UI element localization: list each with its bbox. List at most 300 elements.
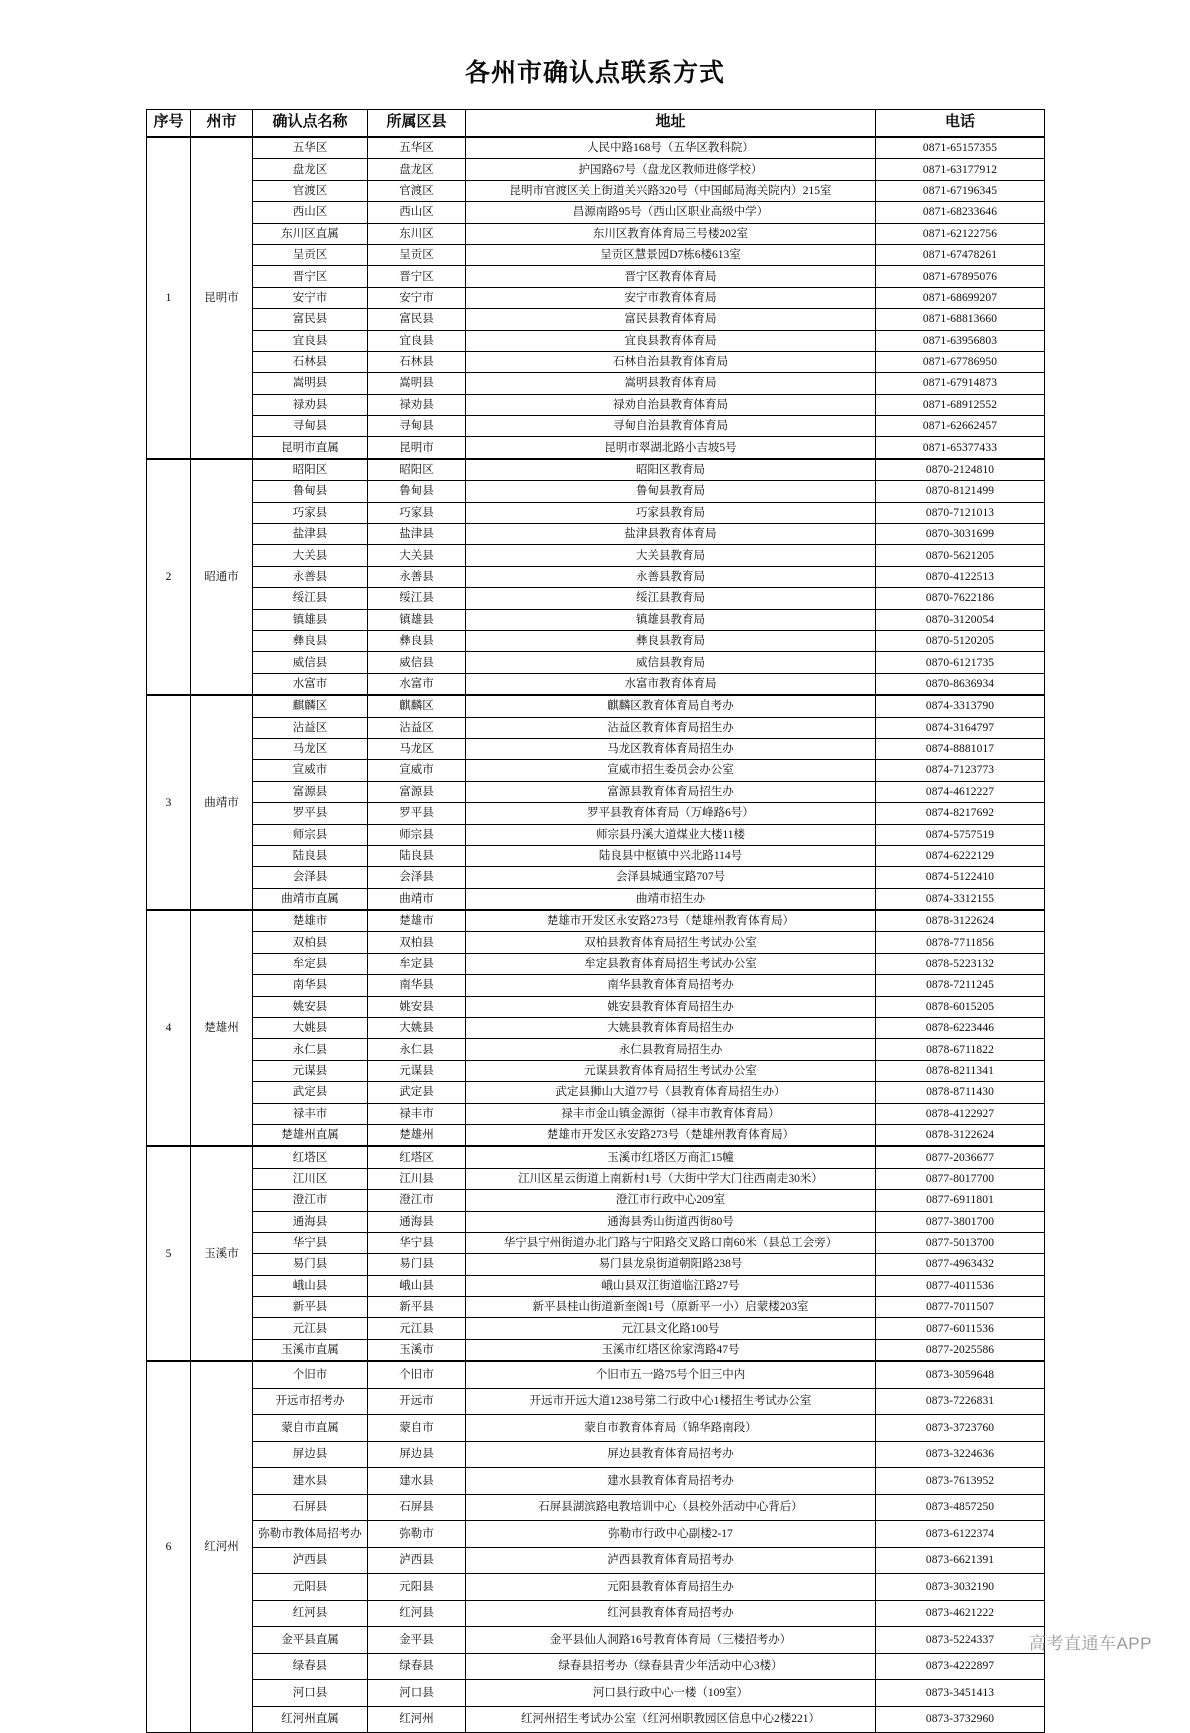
- column-header-index: 序号: [147, 110, 191, 138]
- phone-cell: 0878-8711430: [876, 1082, 1045, 1103]
- address-cell: 金平县仙人洞路16号教育体育局（三楼招考办）: [466, 1627, 876, 1654]
- confirmation-point-cell: 嵩明县: [253, 373, 368, 394]
- phone-cell: 0877-2025586: [876, 1339, 1045, 1361]
- district-cell: 新平县: [368, 1297, 466, 1318]
- confirmation-point-cell: 建水县: [253, 1468, 368, 1495]
- district-cell: 彝良县: [368, 630, 466, 651]
- district-cell: 盐津县: [368, 524, 466, 545]
- address-cell: 鲁甸县教育局: [466, 481, 876, 502]
- confirmation-point-cell: 禄劝县: [253, 394, 368, 415]
- phone-cell: 0873-7613952: [876, 1468, 1045, 1495]
- district-cell: 石林县: [368, 351, 466, 372]
- district-cell: 澄江市: [368, 1190, 466, 1211]
- confirmation-point-cell: 蒙自市直属: [253, 1415, 368, 1442]
- table-row: [147, 1146, 1045, 1168]
- address-cell: 宜良县教育体育局: [466, 330, 876, 351]
- table-row: [147, 545, 1045, 566]
- confirmation-point-cell: 东川区直属: [253, 223, 368, 244]
- district-cell: 南华县: [368, 975, 466, 996]
- confirmation-point-cell: 陆良县: [253, 845, 368, 866]
- district-cell: 楚雄州: [368, 1124, 466, 1146]
- district-cell: 西山区: [368, 202, 466, 223]
- phone-cell: 0878-7711856: [876, 932, 1045, 953]
- district-cell: 玉溪市: [368, 1339, 466, 1361]
- table-row: [147, 416, 1045, 437]
- district-cell: 安宁市: [368, 287, 466, 308]
- confirmation-point-cell: 禄丰市: [253, 1103, 368, 1124]
- district-cell: 华宁县: [368, 1232, 466, 1253]
- confirmation-point-cell: 永仁县: [253, 1039, 368, 1060]
- phone-cell: 0877-7011507: [876, 1297, 1045, 1318]
- address-cell: 宣威市招生委员会办公室: [466, 760, 876, 781]
- confirmation-point-cell: 石屏县: [253, 1494, 368, 1521]
- address-cell: 昭阳区教育局: [466, 459, 876, 481]
- address-cell: 威信县教育局: [466, 652, 876, 673]
- phone-cell: 0878-3122624: [876, 1124, 1045, 1146]
- confirmation-point-cell: 楚雄市: [253, 910, 368, 932]
- phone-cell: 0877-5013700: [876, 1232, 1045, 1253]
- district-cell: 屏边县: [368, 1441, 466, 1468]
- address-cell: 师宗县丹溪大道煤业大楼11楼: [466, 824, 876, 845]
- confirmation-point-cell: 宜良县: [253, 330, 368, 351]
- address-cell: 通海县秀山街道西街80号: [466, 1211, 876, 1232]
- table-row: [147, 330, 1045, 351]
- table-row: [147, 760, 1045, 781]
- address-cell: 楚雄市开发区永安路273号（楚雄州教育体育局）: [466, 910, 876, 932]
- phone-cell: 0874-7123773: [876, 760, 1045, 781]
- phone-cell: 0873-3032190: [876, 1574, 1045, 1601]
- confirmation-point-cell: 牟定县: [253, 953, 368, 974]
- table-body: [147, 137, 1045, 1733]
- confirmation-point-cell: 元谋县: [253, 1060, 368, 1081]
- district-cell: 晋宁区: [368, 266, 466, 287]
- address-cell: 蒙自市教育体育局（锦华路南段）: [466, 1415, 876, 1442]
- district-cell: 姚安县: [368, 996, 466, 1017]
- address-cell: 个旧市五一路75号个旧三中内: [466, 1361, 876, 1388]
- table-row: [147, 1415, 1045, 1442]
- address-cell: 陆良县中枢镇中兴北路114号: [466, 845, 876, 866]
- table-row: [147, 1082, 1045, 1103]
- confirmation-point-cell: 沾益区: [253, 717, 368, 738]
- confirmation-point-cell: 威信县: [253, 652, 368, 673]
- column-header-district: 所属区县: [368, 110, 466, 138]
- address-cell: 盐津县教育体育局: [466, 524, 876, 545]
- district-cell: 昭阳区: [368, 459, 466, 481]
- phone-cell: 0871-67786950: [876, 351, 1045, 372]
- table-row: [147, 437, 1045, 459]
- table-row: [147, 1468, 1045, 1495]
- phone-cell: 0874-8881017: [876, 738, 1045, 759]
- district-cell: 马龙区: [368, 738, 466, 759]
- confirmation-point-cell: 姚安县: [253, 996, 368, 1017]
- prefecture-city-cell: 红河州: [191, 1361, 253, 1733]
- phone-cell: 0878-5223132: [876, 953, 1045, 974]
- phone-cell: 0873-7226831: [876, 1388, 1045, 1415]
- phone-cell: 0873-6621391: [876, 1547, 1045, 1574]
- phone-cell: 0871-65157355: [876, 137, 1045, 159]
- phone-cell: 0870-7121013: [876, 502, 1045, 523]
- district-cell: 红河县: [368, 1600, 466, 1627]
- table-row: [147, 1653, 1045, 1680]
- table-row: [147, 244, 1045, 265]
- confirmation-point-cell: 富源县: [253, 781, 368, 802]
- phone-cell: 0871-62662457: [876, 416, 1045, 437]
- phone-cell: 0874-6222129: [876, 845, 1045, 866]
- district-cell: 河口县: [368, 1680, 466, 1707]
- district-cell: 嵩明县: [368, 373, 466, 394]
- confirmation-point-cell: 富民县: [253, 309, 368, 330]
- table-row: [147, 695, 1045, 717]
- confirmation-point-cell: 巧家县: [253, 502, 368, 523]
- table-header: [147, 110, 1045, 138]
- confirmation-point-cell: 红河县: [253, 1600, 368, 1627]
- phone-cell: 0873-3723760: [876, 1415, 1045, 1442]
- table-row: [147, 1627, 1045, 1654]
- address-cell: 会泽县城通宝路707号: [466, 867, 876, 888]
- phone-cell: 0873-4621222: [876, 1600, 1045, 1627]
- table-row: [147, 630, 1045, 651]
- district-cell: 建水县: [368, 1468, 466, 1495]
- district-cell: 威信县: [368, 652, 466, 673]
- phone-cell: 0878-4122927: [876, 1103, 1045, 1124]
- row-index-cell: 1: [147, 137, 191, 459]
- page-title: 各州市确认点联系方式: [464, 60, 725, 87]
- table-row: [147, 1018, 1045, 1039]
- confirmation-point-cell: 河口县: [253, 1680, 368, 1707]
- row-index-cell: 4: [147, 910, 191, 1146]
- table-row: [147, 1124, 1045, 1146]
- district-cell: 武定县: [368, 1082, 466, 1103]
- address-cell: 元谋县教育体育局招生考试办公室: [466, 1060, 876, 1081]
- address-cell: 屏边县教育体育局招考办: [466, 1441, 876, 1468]
- phone-cell: 0870-5120205: [876, 630, 1045, 651]
- table-row: [147, 888, 1045, 910]
- address-cell: 弥勒市行政中心副楼2-17: [466, 1521, 876, 1548]
- table-row: [147, 1232, 1045, 1253]
- district-cell: 呈贡区: [368, 244, 466, 265]
- phone-cell: 0873-3059648: [876, 1361, 1045, 1388]
- address-cell: 红河州招生考试办公室（红河州职教园区信息中心2楼221）: [466, 1706, 876, 1733]
- table-row: [147, 1318, 1045, 1339]
- district-cell: 红塔区: [368, 1146, 466, 1168]
- address-cell: 新平县桂山街道新奎阁1号（原新平一小）启蒙楼203室: [466, 1297, 876, 1318]
- address-cell: 南华县教育体育局招考办: [466, 975, 876, 996]
- contact-table: [146, 109, 1045, 1733]
- confirmation-point-cell: 元江县: [253, 1318, 368, 1339]
- phone-cell: 0877-8017700: [876, 1168, 1045, 1189]
- confirmation-point-cell: 官渡区: [253, 180, 368, 201]
- prefecture-city-cell: 玉溪市: [191, 1146, 253, 1361]
- confirmation-point-cell: 曲靖市直属: [253, 888, 368, 910]
- district-cell: 宜良县: [368, 330, 466, 351]
- table-row: [147, 1168, 1045, 1189]
- address-cell: 永善县教育局: [466, 566, 876, 587]
- confirmation-point-cell: 寻甸县: [253, 416, 368, 437]
- phone-cell: 0871-68813660: [876, 309, 1045, 330]
- address-cell: 马龙区教育体育局招生办: [466, 738, 876, 759]
- address-cell: 麒麟区教育体育局自考办: [466, 695, 876, 717]
- table-row: [147, 996, 1045, 1017]
- confirmation-point-cell: 鲁甸县: [253, 481, 368, 502]
- district-cell: 鲁甸县: [368, 481, 466, 502]
- table-row: [147, 1361, 1045, 1388]
- confirmation-point-cell: 个旧市: [253, 1361, 368, 1388]
- phone-cell: 0870-2124810: [876, 459, 1045, 481]
- phone-cell: 0871-62122756: [876, 223, 1045, 244]
- confirmation-point-cell: 麒麟区: [253, 695, 368, 717]
- confirmation-point-cell: 绿春县: [253, 1653, 368, 1680]
- confirmation-point-cell: 晋宁区: [253, 266, 368, 287]
- table-row: [147, 652, 1045, 673]
- table-row: [147, 1339, 1045, 1361]
- address-cell: 昆明市翠湖北路小吉坡5号: [466, 437, 876, 459]
- district-cell: 通海县: [368, 1211, 466, 1232]
- phone-cell: 0873-6122374: [876, 1521, 1045, 1548]
- district-cell: 五华区: [368, 137, 466, 159]
- confirmation-point-cell: 石林县: [253, 351, 368, 372]
- table-row: [147, 1039, 1045, 1060]
- phone-cell: 0873-4857250: [876, 1494, 1045, 1521]
- table-row: [147, 481, 1045, 502]
- table-row: [147, 824, 1045, 845]
- phone-cell: 0877-6911801: [876, 1190, 1045, 1211]
- table-row: [147, 1103, 1045, 1124]
- table-row: [147, 159, 1045, 180]
- confirmation-point-cell: 盘龙区: [253, 159, 368, 180]
- address-cell: 昌源南路95号（西山区职业高级中学）: [466, 202, 876, 223]
- confirmation-point-cell: 马龙区: [253, 738, 368, 759]
- address-cell: 曲靖市招生办: [466, 888, 876, 910]
- prefecture-city-cell: 昭通市: [191, 459, 253, 695]
- address-cell: 禄丰市金山镇金源街（禄丰市教育体育局）: [466, 1103, 876, 1124]
- confirmation-point-cell: 水富市: [253, 673, 368, 695]
- table-row: [147, 673, 1045, 695]
- confirmation-point-cell: 罗平县: [253, 803, 368, 824]
- confirmation-point-cell: 双柏县: [253, 932, 368, 953]
- district-cell: 师宗县: [368, 824, 466, 845]
- table-row: [147, 459, 1045, 481]
- confirmation-point-cell: 西山区: [253, 202, 368, 223]
- phone-cell: 0874-3164797: [876, 717, 1045, 738]
- district-cell: 绿春县: [368, 1653, 466, 1680]
- address-cell: 华宁县宁州街道办北门路与宁阳路交叉路口南60米（县总工会旁）: [466, 1232, 876, 1253]
- table-row: [147, 524, 1045, 545]
- phone-cell: 0878-8211341: [876, 1060, 1045, 1081]
- phone-cell: 0873-4222897: [876, 1653, 1045, 1680]
- table-row: [147, 845, 1045, 866]
- address-cell: 楚雄市开发区永安路273号（楚雄州教育体育局）: [466, 1124, 876, 1146]
- table-row: [147, 180, 1045, 201]
- district-cell: 禄劝县: [368, 394, 466, 415]
- address-cell: 沾益区教育体育局招生办: [466, 717, 876, 738]
- phone-cell: 0874-5757519: [876, 824, 1045, 845]
- address-cell: 晋宁区教育体育局: [466, 266, 876, 287]
- phone-cell: 0877-6011536: [876, 1318, 1045, 1339]
- row-index-cell: 5: [147, 1146, 191, 1361]
- address-cell: 罗平县教育体育局（万峰路6号）: [466, 803, 876, 824]
- confirmation-point-cell: 澄江市: [253, 1190, 368, 1211]
- confirmation-point-cell: 红塔区: [253, 1146, 368, 1168]
- phone-cell: 0873-3451413: [876, 1680, 1045, 1707]
- table-row: [147, 223, 1045, 244]
- district-cell: 官渡区: [368, 180, 466, 201]
- district-cell: 曲靖市: [368, 888, 466, 910]
- address-cell: 河口县行政中心一楼（109室）: [466, 1680, 876, 1707]
- table-row: [147, 394, 1045, 415]
- phone-cell: 0870-7622186: [876, 588, 1045, 609]
- address-cell: 开远市开远大道1238号第二行政中心1楼招生考试办公室: [466, 1388, 876, 1415]
- address-cell: 澄江市行政中心209室: [466, 1190, 876, 1211]
- confirmation-point-cell: 金平县直属: [253, 1627, 368, 1654]
- district-cell: 永善县: [368, 566, 466, 587]
- confirmation-point-cell: 峨山县: [253, 1275, 368, 1296]
- confirmation-point-cell: 楚雄州直属: [253, 1124, 368, 1146]
- confirmation-point-cell: 玉溪市直属: [253, 1339, 368, 1361]
- confirmation-point-cell: 江川区: [253, 1168, 368, 1189]
- table-row: [147, 1441, 1045, 1468]
- district-cell: 元谋县: [368, 1060, 466, 1081]
- phone-cell: 0878-3122624: [876, 910, 1045, 932]
- phone-cell: 0874-8217692: [876, 803, 1045, 824]
- address-cell: 玉溪市红塔区万商汇15幢: [466, 1146, 876, 1168]
- phone-cell: 0878-6711822: [876, 1039, 1045, 1060]
- table-row: [147, 1254, 1045, 1275]
- district-cell: 麒麟区: [368, 695, 466, 717]
- address-cell: 禄劝自治县教育体育局: [466, 394, 876, 415]
- table-row: [147, 867, 1045, 888]
- phone-cell: 0878-6223446: [876, 1018, 1045, 1039]
- address-cell: 富民县教育体育局: [466, 309, 876, 330]
- table-row: [147, 932, 1045, 953]
- column-header-city: 州市: [191, 110, 253, 138]
- table-row: [147, 588, 1045, 609]
- phone-cell: 0871-63177912: [876, 159, 1045, 180]
- phone-cell: 0870-5621205: [876, 545, 1045, 566]
- address-cell: 牟定县教育体育局招生考试办公室: [466, 953, 876, 974]
- district-cell: 盘龙区: [368, 159, 466, 180]
- table-row: [147, 609, 1045, 630]
- confirmation-point-cell: 大关县: [253, 545, 368, 566]
- table-row: [147, 1275, 1045, 1296]
- table-row: [147, 738, 1045, 759]
- table-row: [147, 1574, 1045, 1601]
- table-row: [147, 1190, 1045, 1211]
- phone-cell: 0878-6015205: [876, 996, 1045, 1017]
- address-cell: 安宁市教育体育局: [466, 287, 876, 308]
- confirmation-point-cell: 彝良县: [253, 630, 368, 651]
- address-cell: 玉溪市红塔区徐家湾路47号: [466, 1339, 876, 1361]
- row-index-cell: 2: [147, 459, 191, 695]
- confirmation-point-cell: 南华县: [253, 975, 368, 996]
- table-row: [147, 717, 1045, 738]
- district-cell: 昆明市: [368, 437, 466, 459]
- address-cell: 呈贡区慧景园D7栋6楼613室: [466, 244, 876, 265]
- phone-cell: 0877-3801700: [876, 1211, 1045, 1232]
- row-index-cell: 3: [147, 695, 191, 910]
- address-cell: 绿春县招考办（绿春县青少年活动中心3楼）: [466, 1653, 876, 1680]
- district-cell: 富民县: [368, 309, 466, 330]
- table-row: [147, 1388, 1045, 1415]
- address-cell: 大姚县教育体育局招生办: [466, 1018, 876, 1039]
- address-cell: 峨山县双江街道临江路27号: [466, 1275, 876, 1296]
- confirmation-point-cell: 新平县: [253, 1297, 368, 1318]
- address-cell: 双柏县教育体育局招生考试办公室: [466, 932, 876, 953]
- table-row: [147, 373, 1045, 394]
- address-cell: 彝良县教育局: [466, 630, 876, 651]
- district-cell: 开远市: [368, 1388, 466, 1415]
- confirmation-point-cell: 红河州直属: [253, 1706, 368, 1733]
- confirmation-point-cell: 师宗县: [253, 824, 368, 845]
- phone-cell: 0870-4122513: [876, 566, 1045, 587]
- address-cell: 建水县教育体育局招考办: [466, 1468, 876, 1495]
- address-cell: 巧家县教育局: [466, 502, 876, 523]
- phone-cell: 0873-3732960: [876, 1706, 1045, 1733]
- address-cell: 嵩明县教育体育局: [466, 373, 876, 394]
- district-cell: 蒙自市: [368, 1415, 466, 1442]
- confirmation-point-cell: 盐津县: [253, 524, 368, 545]
- district-cell: 峨山县: [368, 1275, 466, 1296]
- district-cell: 易门县: [368, 1254, 466, 1275]
- table-row: [147, 1060, 1045, 1081]
- phone-cell: 0871-63956803: [876, 330, 1045, 351]
- address-cell: 红河县教育体育局招考办: [466, 1600, 876, 1627]
- app-watermark: 高考直通车APP: [1028, 1634, 1152, 1653]
- table-row: [147, 266, 1045, 287]
- phone-cell: 0871-68233646: [876, 202, 1045, 223]
- confirmation-point-cell: 昭阳区: [253, 459, 368, 481]
- address-cell: 人民中路168号（五华区教科院）: [466, 137, 876, 159]
- table-row: [147, 1600, 1045, 1627]
- confirmation-point-cell: 五华区: [253, 137, 368, 159]
- district-cell: 罗平县: [368, 803, 466, 824]
- phone-cell: 0870-8121499: [876, 481, 1045, 502]
- table-row: [147, 781, 1045, 802]
- phone-cell: 0870-3031699: [876, 524, 1045, 545]
- address-cell: 寻甸自治县教育体育局: [466, 416, 876, 437]
- confirmation-point-cell: 永善县: [253, 566, 368, 587]
- phone-cell: 0873-5224337: [876, 1627, 1045, 1654]
- phone-cell: 0877-4011536: [876, 1275, 1045, 1296]
- address-cell: 泸西县教育体育局招考办: [466, 1547, 876, 1574]
- phone-cell: 0870-6121735: [876, 652, 1045, 673]
- table-row: [147, 1521, 1045, 1548]
- address-cell: 姚安县教育体育局招生办: [466, 996, 876, 1017]
- phone-cell: 0871-67196345: [876, 180, 1045, 201]
- district-cell: 沾益区: [368, 717, 466, 738]
- district-cell: 巧家县: [368, 502, 466, 523]
- prefecture-city-cell: 曲靖市: [191, 695, 253, 910]
- address-cell: 江川区星云街道上南新村1号（大街中学大门往西南走30米）: [466, 1168, 876, 1189]
- district-cell: 江川县: [368, 1168, 466, 1189]
- confirmation-point-cell: 大姚县: [253, 1018, 368, 1039]
- district-cell: 宣威市: [368, 760, 466, 781]
- table-row: [147, 1211, 1045, 1232]
- table-row: [147, 803, 1045, 824]
- table-row: [147, 975, 1045, 996]
- phone-cell: 0874-3312155: [876, 888, 1045, 910]
- district-cell: 大姚县: [368, 1018, 466, 1039]
- confirmation-point-cell: 宣威市: [253, 760, 368, 781]
- phone-cell: 0871-68699207: [876, 287, 1045, 308]
- district-cell: 永仁县: [368, 1039, 466, 1060]
- district-cell: 双柏县: [368, 932, 466, 953]
- table-row: [147, 502, 1045, 523]
- column-header-point: 确认点名称: [253, 110, 368, 138]
- confirmation-point-cell: 弥勒市教体局招考办: [253, 1521, 368, 1548]
- table-row: [147, 566, 1045, 587]
- district-cell: 红河州: [368, 1706, 466, 1733]
- district-cell: 东川区: [368, 223, 466, 244]
